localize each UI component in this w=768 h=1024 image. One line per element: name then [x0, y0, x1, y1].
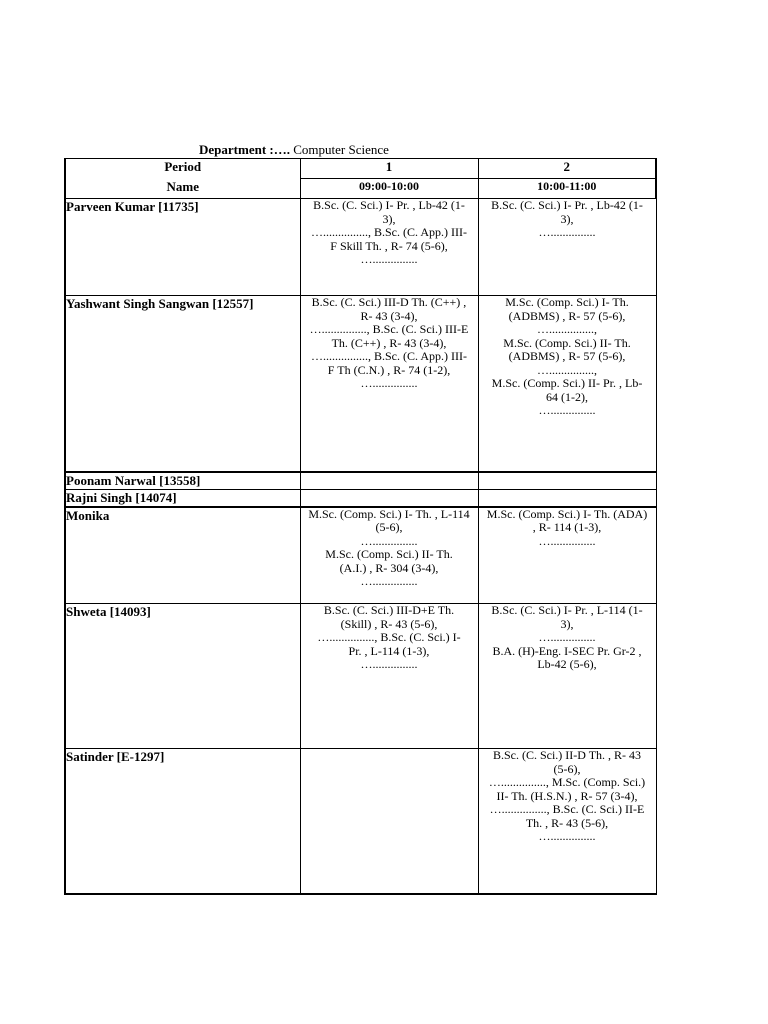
period-2-cell [478, 749, 656, 894]
period-2-cell [478, 604, 656, 749]
period-2-cell [478, 472, 656, 490]
cell-line: B.Sc. (C. Sci.) II-D Th. , R- 43 [492, 748, 642, 762]
period-1-cell [300, 749, 478, 894]
cell-line: …............... [360, 533, 418, 548]
cell-line: 3), [560, 211, 574, 226]
cell-line: (ADBMS) , R- 57 (5-6), [508, 308, 626, 323]
cell-line: …............... [360, 574, 418, 588]
period-1-cell [300, 489, 478, 507]
cell-line: M.Sc. (Comp. Sci.) II- Th. [325, 547, 453, 561]
table-row [65, 749, 656, 894]
cell-line: …............... [538, 829, 596, 843]
cell-line: …..............., B.Sc. (C. Sci.) III-E [309, 322, 469, 336]
cell-line: …..............., B.Sc. (C. Sci.) II-E [489, 802, 645, 816]
table-row [65, 604, 656, 749]
cell-line: II- Th. (H.S.N.) , R- 57 (3-4), [496, 788, 638, 803]
cell-line: M.Sc. (Comp. Sci.) II- Pr. , Lb- [491, 376, 643, 390]
cell-line: , R- 114 (1-3), [532, 520, 602, 534]
period-2-time: 10:00-11:00 [478, 179, 656, 199]
table-row [65, 199, 656, 296]
cell-line: …..............., B.Sc. (C. App.) III- [311, 349, 467, 363]
cell-line: Pr. , L-114 (1-3), [348, 643, 430, 658]
period-1-time: 09:00-10:00 [300, 179, 478, 199]
teacher-name: Poonam Narwal [13558] [65, 472, 300, 490]
department-label: Department :…. [199, 142, 290, 157]
teacher-name: Monika [65, 507, 300, 604]
cell-line: …............... [538, 533, 596, 548]
period-1-number: 1 [300, 159, 478, 179]
table-row [65, 296, 656, 472]
period-1-cell [300, 507, 478, 604]
period-2-cell [478, 489, 656, 507]
period-1-cell [300, 296, 478, 472]
cell-line: …..............., B.Sc. (C. Sci.) I- [317, 630, 461, 644]
department-heading [199, 142, 389, 158]
cell-line: …............... [538, 403, 596, 417]
cell-line: 3), [382, 211, 396, 226]
cell-line: F Skill Th. , R- 74 (5-6), [330, 238, 448, 253]
cell-line: …..............., [537, 322, 597, 336]
cell-line: …..............., B.Sc. (C. App.) III- [311, 225, 467, 239]
period-1-cell [300, 604, 478, 749]
cell-line: F Th (C.N.) , R- 74 (1-2), [327, 362, 451, 377]
cell-line: (Skill) , R- 43 (5-6), [340, 616, 438, 631]
cell-line: B.Sc. (C. Sci.) III-D Th. (C++) , [311, 295, 467, 309]
cell-line: B.Sc. (C. Sci.) III-D+E Th. [323, 603, 455, 617]
cell-line: 64 (1-2), [546, 389, 588, 404]
cell-line: B.Sc. (C. Sci.) I- Pr. , L-114 (1- [491, 603, 643, 617]
period-2-cell [478, 199, 656, 296]
period-label: Period [65, 159, 300, 179]
cell-line: M.Sc. (Comp. Sci.) I- Th. , L-114 [308, 506, 470, 521]
cell-line: M.Sc. (Comp. Sci.) II- Th. [503, 335, 631, 350]
period-1-cell [300, 472, 478, 490]
period-1-cell [300, 199, 478, 296]
cell-line: (5-6), [553, 761, 581, 776]
cell-line: B.A. (H)-Eng. I-SEC Pr. Gr-2 , [492, 643, 642, 658]
table-row [65, 489, 656, 507]
cell-line: …..............., [537, 362, 597, 377]
teacher-name: Yashwant Singh Sangwan [12557] [65, 296, 300, 472]
cell-line: (ADBMS) , R- 57 (5-6), [508, 349, 626, 363]
header-row-time [65, 179, 656, 199]
cell-line: …............... [360, 252, 418, 266]
cell-line: B.Sc. (C. Sci.) I- Pr. , Lb-42 (1- [491, 198, 643, 212]
cell-line: Lb-42 (5-6), [537, 657, 597, 671]
cell-line: …............... [538, 630, 596, 644]
teacher-name: Rajni Singh [14074] [65, 489, 300, 507]
cell-line: …............... [360, 376, 418, 390]
cell-line: 3), [560, 616, 574, 631]
cell-line: …............... [360, 657, 418, 671]
timetable [64, 158, 657, 895]
cell-line: Th. , R- 43 (5-6), [525, 815, 609, 830]
header-row-period [65, 159, 656, 179]
cell-line: M.Sc. (Comp. Sci.) I- Th. (ADA) [486, 506, 648, 521]
cell-line: …............... [538, 225, 596, 239]
table-row [65, 472, 656, 490]
table-row [65, 507, 656, 604]
department-value: Computer Science [293, 142, 389, 157]
cell-line: (A.I.) , R- 304 (3-4), [339, 560, 439, 575]
cell-line: Th. (C++) , R- 43 (3-4), [331, 335, 447, 350]
cell-line: M.Sc. (Comp. Sci.) I- Th. [505, 295, 629, 309]
cell-line: …..............., M.Sc. (Comp. Sci.) [488, 775, 646, 789]
name-label: Name [65, 179, 300, 199]
cell-line: R- 43 (3-4), [360, 308, 418, 323]
teacher-name: Shweta [14093] [65, 604, 300, 749]
period-2-cell [478, 296, 656, 472]
teacher-name: Parveen Kumar [11735] [65, 199, 300, 296]
cell-line: (5-6), [375, 520, 403, 534]
period-2-number: 2 [478, 159, 656, 179]
cell-line: B.Sc. (C. Sci.) I- Pr. , Lb-42 (1- [313, 198, 465, 212]
period-2-cell [478, 507, 656, 604]
teacher-name: Satinder [E-1297] [65, 749, 300, 894]
